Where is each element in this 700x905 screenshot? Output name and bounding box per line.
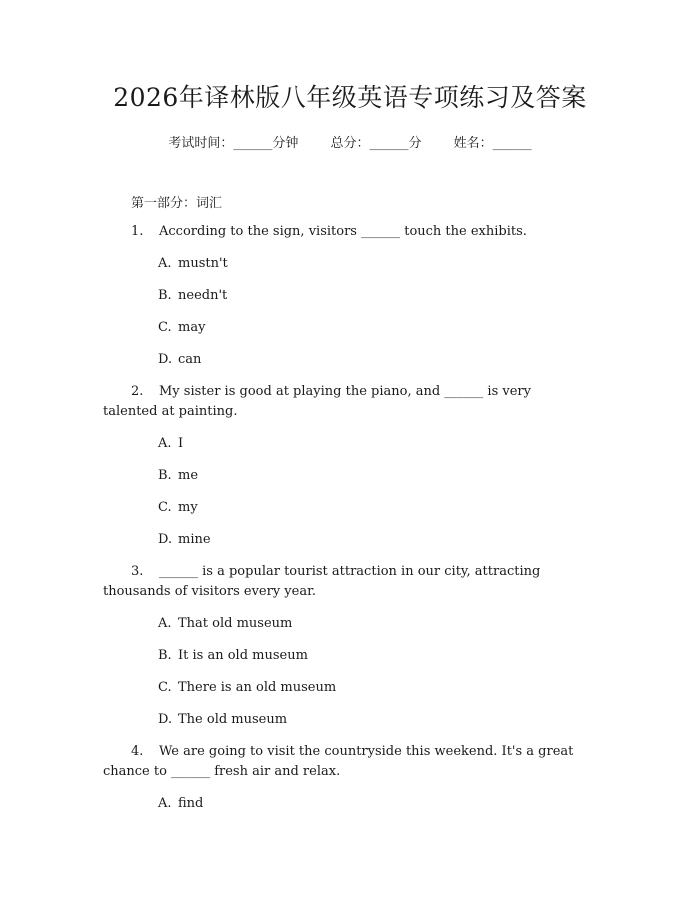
question-text-continued: thousands of visitors every year.	[103, 584, 317, 599]
option-text: mine	[178, 532, 211, 547]
option-text: It is an old museum	[178, 648, 308, 663]
option-3b	[158, 646, 308, 666]
option-text: needn't	[178, 288, 228, 303]
question-text: We are going to visit the countryside this weekend. It's a great	[159, 744, 574, 759]
question-text: ______ is a popular tourist attraction in our city, attracting	[159, 564, 541, 579]
option-2b	[158, 466, 198, 486]
option-text: my	[178, 500, 198, 515]
option-letter: D.	[158, 352, 173, 367]
option-1c	[158, 318, 205, 338]
option-2a	[158, 434, 183, 454]
section-heading: 第一部分：词汇	[131, 196, 223, 211]
exam-info	[0, 132, 700, 151]
question-number: 3.	[131, 564, 144, 579]
option-letter: A.	[158, 796, 172, 811]
question-1	[103, 222, 603, 242]
question-text: According to the sign, visitors ______ touch the exhibits.	[159, 224, 527, 239]
option-letter: A.	[158, 436, 172, 451]
option-3d	[158, 710, 287, 730]
question-4	[103, 742, 603, 782]
option-letter: B.	[158, 468, 172, 483]
option-letter: A.	[158, 256, 172, 271]
total-score-field: 总分：______分	[330, 136, 422, 151]
option-text: The old museum	[178, 712, 288, 727]
option-text: find	[178, 796, 204, 811]
student-name-field: 姓名：______	[453, 136, 532, 151]
question-2	[103, 382, 603, 422]
option-letter: A.	[158, 616, 172, 631]
option-1d	[158, 350, 201, 370]
option-text: That old museum	[178, 616, 293, 631]
option-text: me	[178, 468, 199, 483]
option-text: may	[178, 320, 206, 335]
option-letter: D.	[158, 532, 173, 547]
option-1b	[158, 286, 227, 306]
option-text: can	[178, 352, 202, 367]
option-4a	[158, 794, 203, 814]
question-text-continued: talented at painting.	[103, 404, 238, 419]
option-3c	[158, 678, 336, 698]
option-letter: B.	[158, 648, 172, 663]
option-letter: C.	[158, 500, 172, 515]
option-text: There is an old museum	[178, 680, 337, 695]
option-3a	[158, 614, 292, 634]
option-text: mustn't	[178, 256, 228, 271]
option-1a	[158, 254, 228, 274]
option-letter: B.	[158, 288, 172, 303]
question-text-continued: chance to ______ fresh air and relax.	[103, 764, 341, 779]
exam-time-field: 考试时间：______分钟	[168, 136, 299, 151]
document-title: 2026年译林版八年级英语专项练习及答案	[113, 83, 587, 112]
question-number: 4.	[131, 744, 144, 759]
question-text: My sister is good at playing the piano, and ______ is very	[159, 384, 531, 399]
question-3	[103, 562, 603, 602]
option-2c	[158, 498, 198, 518]
question-number: 1.	[131, 224, 144, 239]
option-letter: D.	[158, 712, 173, 727]
option-2d	[158, 530, 211, 550]
option-letter: C.	[158, 320, 172, 335]
option-letter: C.	[158, 680, 172, 695]
option-text: I	[178, 436, 184, 451]
question-number: 2.	[131, 384, 144, 399]
